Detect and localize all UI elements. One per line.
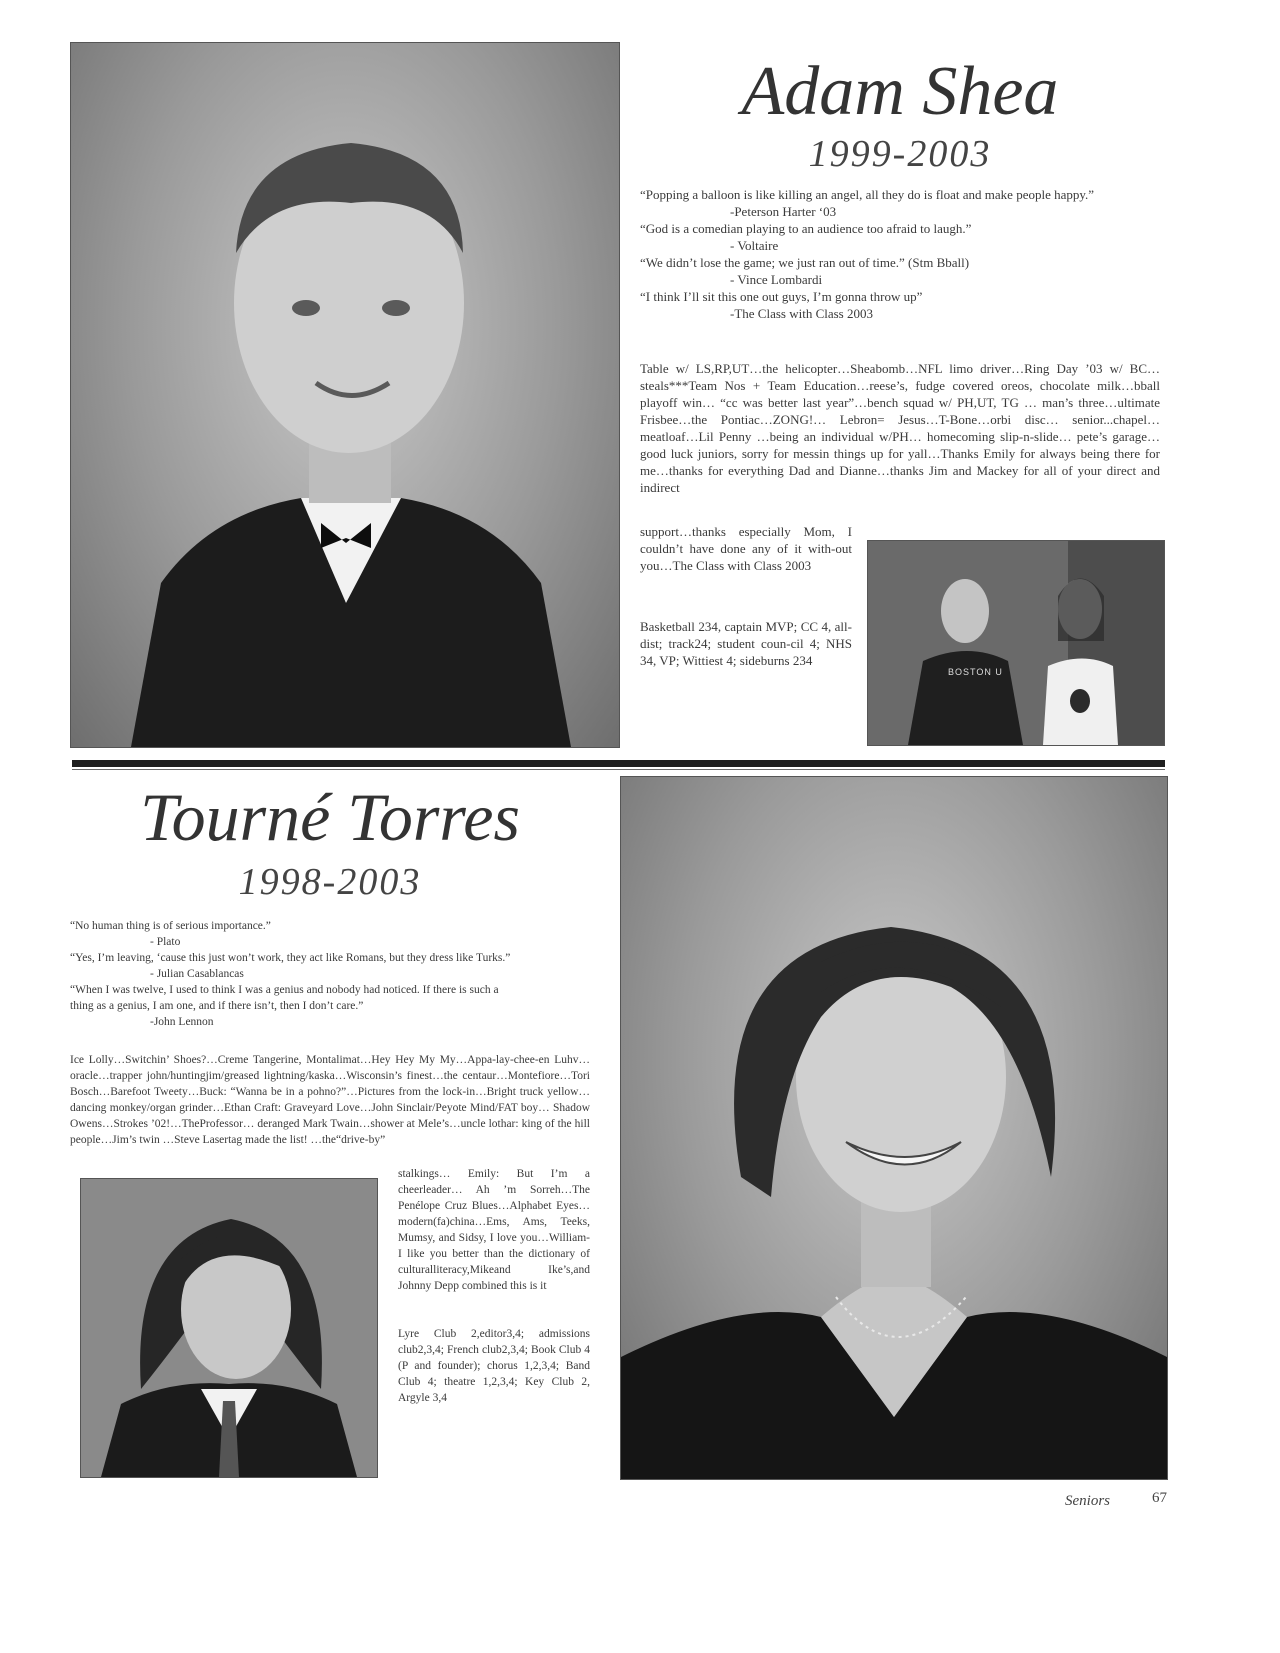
adam-portrait-photo xyxy=(70,42,620,748)
footer-section-label: Seniors xyxy=(1065,1493,1110,1509)
profile-name-adam: Adam Shea xyxy=(741,53,1059,130)
quotes-block-tourne xyxy=(70,918,590,1030)
quote-attribution: - Vince Lombardi xyxy=(730,272,823,287)
memories-paragraph-adam: Table w/ LS,RP,UT…the helicopter…Sheabomb…NFL limo driver…Ring Day ’03 w/ BC…steals***Team Nos + Team Education…reese’s, fudge covered oreos, chocolate milk…bball playoff win… “cc was better last year”…bench squad w/ PH,UT, TG … man’s three…ultimate Frisbee…the Pontiac…ZONG!… Lebron= Jesus…T-Bone…orbi disc… senior...chapel…meatloaf…Lil Penny …being an individual w/PH… homecoming slip-n-slide… pete’s garage…good luck juniors, sorry for messin things up for yall…Thanks Emily for always being there for me…thanks for everything Dad and Dianne…thanks Jim and Mackey for all of your direct and indirect xyxy=(640,361,1160,495)
quote-line: thing as a genius, I am one, and if there isn’t, then I don’t care.” xyxy=(70,1000,364,1012)
profile-name-tourne: Tourné Torres xyxy=(140,779,520,855)
tourne-portrait-small xyxy=(80,1178,378,1478)
activities-tourne: Lyre Club 2,editor3,4; admissions club2,3,4; French club2,3,4; Book Club 4 (P and founder); chorus 1,2,3,4; Band Club 4; theatre 1,2,3,4; Key Club 2, Argyle 3,4 xyxy=(398,1328,590,1404)
quote-line: “Yes, I’m leaving, ‘cause this just won’t work, they act like Romans, but they dress like Turks.” xyxy=(70,952,511,964)
quote-attribution: - Voltaire xyxy=(730,238,779,253)
memories-paragraph-adam-cont: support…thanks especially Mom, I couldn’t have done any of it with-out you…The Class with Class 2003 xyxy=(640,524,852,573)
activities-adam: Basketball 234, captain MVP; CC 4, all-dist; track24; student coun-cil 4; NHS 34, VP; Wittiest 4; sideburns 234 xyxy=(640,619,852,668)
quote-attribution: -Peterson Harter ‘03 xyxy=(730,204,837,219)
page-number: 67 xyxy=(1152,1490,1167,1506)
quote-attribution: -John Lennon xyxy=(150,1016,214,1028)
quotes-block-adam xyxy=(640,186,1160,322)
quote-line: “Popping a balloon is like killing an angel, all they do is float and make people happy.” xyxy=(640,187,1095,202)
tourne-portrait-large xyxy=(620,776,1168,1480)
quote-line: “We didn’t lose the game; we just ran out of time.” (Stm Bball) xyxy=(640,255,970,270)
section-divider-thin xyxy=(72,769,1165,770)
quote-line: “When I was twelve, I used to think I was a genius and nobody had noticed. If there is such a xyxy=(70,984,499,996)
quote-attribution: -The Class with Class 2003 xyxy=(730,306,873,321)
quote-line: “God is a comedian playing to an audience too afraid to laugh.” xyxy=(640,221,972,236)
profile-years-tourne: 1998-2003 xyxy=(238,861,422,903)
quote-line: “No human thing is of serious importance.” xyxy=(70,920,271,932)
shirt-text: BOSTON U xyxy=(948,667,1003,677)
profile-years-adam: 1999-2003 xyxy=(808,133,992,175)
adam-candid-photo xyxy=(867,540,1165,746)
quote-attribution: - Julian Casablancas xyxy=(150,968,244,980)
quote-attribution: - Plato xyxy=(150,936,181,948)
memories-paragraph-tourne: Ice Lolly…Switchin’ Shoes?…Creme Tangerine, Montalimat…Hey Hey My My…Appa-lay-chee-en Luhv…oracle…trapper john/huntingjim/greased lightning/kaska…Wisconsin’s finest…the centaur…Montefiore…Tori Bosch…Barefoot Tweety…Buck: “Wanna be in a pohno?”…Pictures from the lock-in…Bright truck yellow…dancing monkey/organ grinder…Ethan Craft: Graveyard Love…John Sinclair/Peyote Mind/FAT boy… Shadow Owens…Strokes ’02!…TheProfessor… deranged Mark Twain…shower at Mele’s…uncle lothar: king of the hill people…Jim’s twin …Steve Lasertag made the list! …the“drive-by” xyxy=(70,1054,590,1146)
quote-line: “I think I’ll sit this one out guys, I’m gonna throw up” xyxy=(640,289,923,304)
memories-paragraph-tourne-cont: stalkings… Emily: But I’m a cheerleader… Ah ’m Sorreh…The Penélope Cruz Blues…Alphabet Eyes…modern(fa)china…Ems, Ams, Teeks, Mumsy, and Sidsy, I love you…William- I like you better than the dictionary of culturalliteracy,Mikeand Ike’s,and Johnny Depp combined this is it xyxy=(398,1168,590,1292)
section-divider xyxy=(72,760,1165,767)
